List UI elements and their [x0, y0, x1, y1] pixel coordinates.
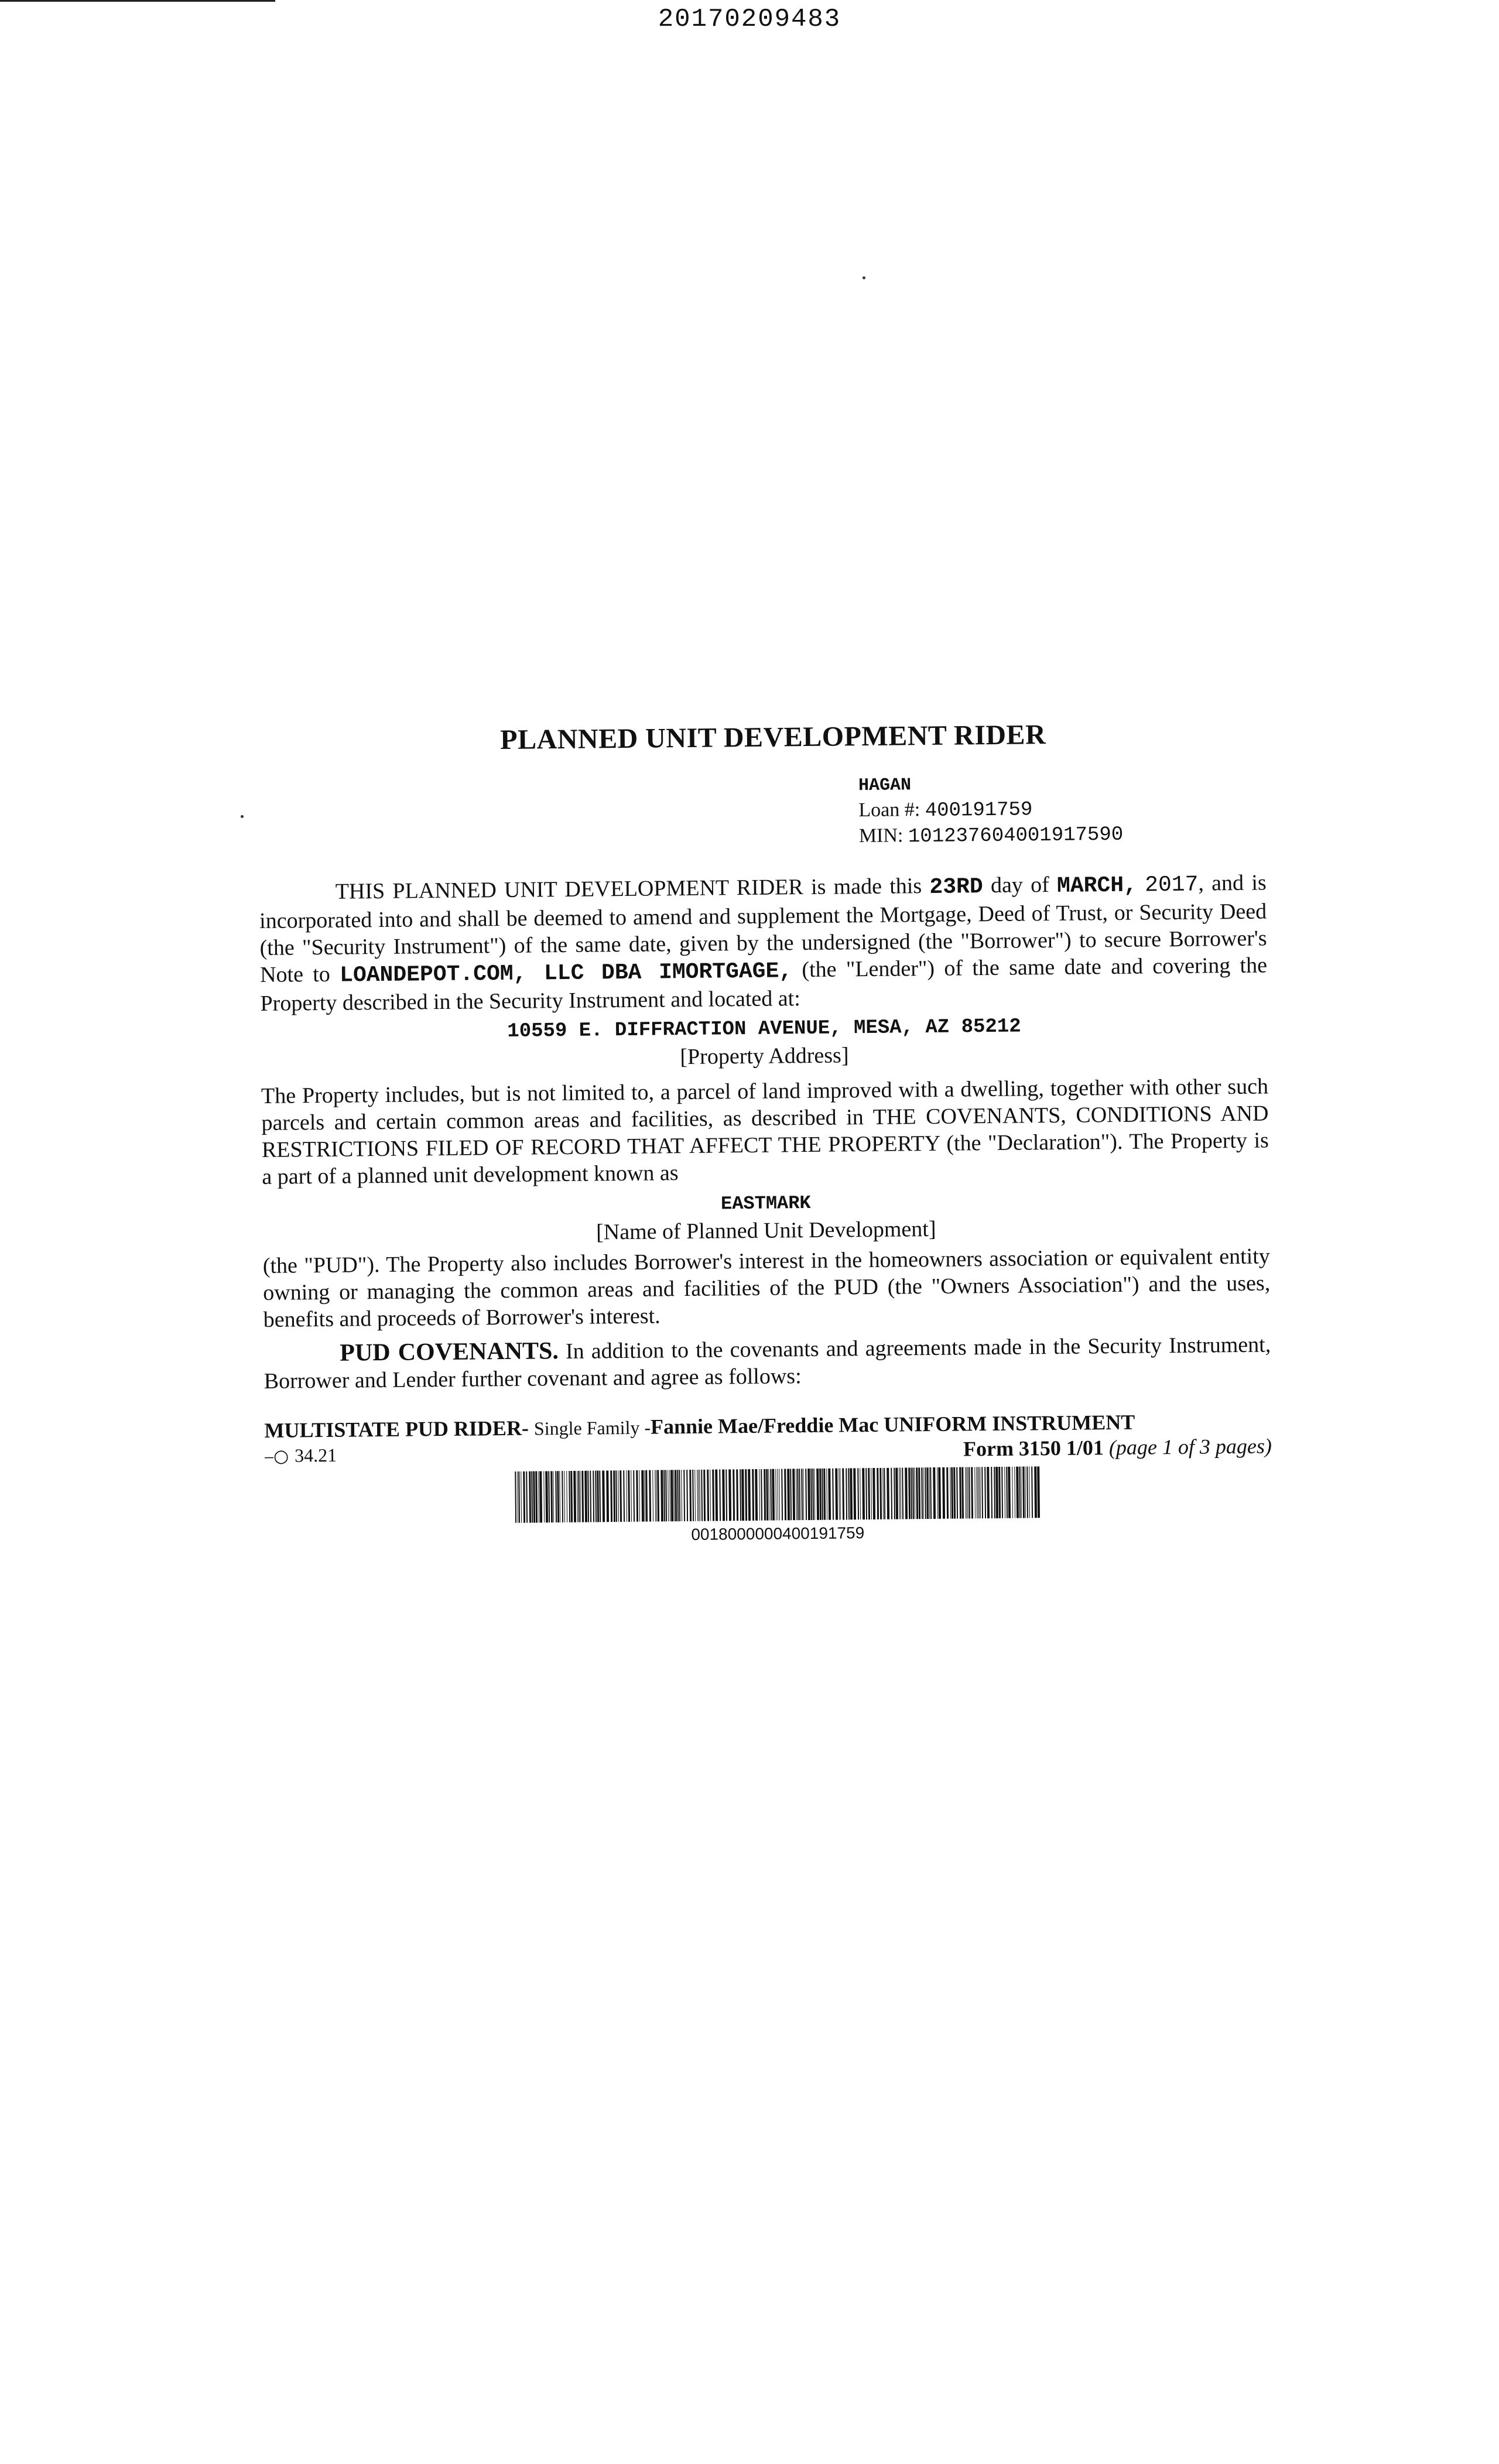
barcode-icon	[514, 1466, 1041, 1523]
covenants-heading: PUD COVENANTS.	[340, 1337, 559, 1367]
borrower-name: HAGAN	[858, 775, 912, 796]
document-number: 20170209483	[658, 5, 841, 34]
lender-name: LOANDEPOT.COM, LLC DBA IMORTGAGE,	[339, 959, 793, 988]
page-info: (page 1 of 3 pages)	[1108, 1434, 1272, 1460]
footer-code	[265, 1443, 337, 1469]
pud-paragraph: (the "PUD"). The Property also includes Borrower's interest in the homeowners association or equivalent entity owning or managing the common areas and facilities of the PUD (the "Owners Association") and the uses, benefits and proceeds of Borrower's interest.	[262, 1244, 1271, 1332]
scan-speck	[863, 276, 865, 279]
loan-number-line	[858, 794, 1265, 824]
loan-number-label: Loan #:	[858, 799, 920, 822]
intro-paragraph	[259, 869, 1268, 1017]
rider-year: 2017	[1144, 872, 1199, 898]
rider-body	[258, 716, 1272, 1551]
footer-instrument: Fannie Mae/Freddie Mac UNIFORM INSTRUMENT	[650, 1410, 1135, 1439]
rider-month: MARCH,	[1056, 872, 1138, 899]
scan-speck	[241, 815, 244, 818]
intro-text-2: day of	[990, 872, 1049, 898]
barcode-block	[514, 1466, 1041, 1549]
property-address: 10559 E. DIFFRACTION AVENUE, MESA, AZ 85212	[507, 1015, 1021, 1043]
loan-identifiers	[858, 769, 1266, 850]
min-number: 101237604001917590	[908, 823, 1124, 848]
property-address-label: [Property Address]	[680, 1043, 849, 1070]
covenants-paragraph	[263, 1330, 1271, 1395]
covenants-text: In addition to the covenants and agreements made in the Security Instrument, Borrower and Lender further covenant and agree as follows:	[263, 1332, 1271, 1394]
min-line	[859, 820, 1266, 850]
barcode-number: 0018000000400191759	[691, 1524, 865, 1544]
intro-text-4: (the "Lender") of the same date and covering the Property described in the Security Instrument and located at:	[260, 953, 1268, 1016]
pud-name-label: [Name of Planned Unit Development]	[596, 1216, 936, 1245]
footer-rider-title: MULTISTATE PUD RIDER-	[264, 1416, 529, 1442]
intro-text-1: THIS PLANNED UNIT DEVELOPMENT RIDER is made this	[335, 874, 922, 904]
intro-text-3: , and is incorporated into and shall be deemed to amend and supplement the Mortgage, Deed of Trust, or Security Deed (the "Security Instrument") of the same date, given by the undersigned (the "Borrower") to secure Borrower's Note to	[259, 870, 1267, 987]
pud-name: EASTMARK	[720, 1192, 811, 1215]
form-logo-icon: ⎯○	[264, 1446, 289, 1467]
form-number: Form 3150 1/01	[963, 1436, 1104, 1461]
loan-number: 400191759	[925, 799, 1033, 823]
footer-code-number: 34.21	[294, 1444, 337, 1466]
page-title: PLANNED UNIT DEVELOPMENT RIDER	[499, 719, 1046, 756]
rider-day: 23RD	[929, 874, 983, 900]
form-info	[963, 1433, 1272, 1461]
min-label: MIN:	[858, 824, 903, 847]
form-footer	[264, 1408, 1272, 1551]
declaration-paragraph: The Property includes, but is not limited to, a parcel of land improved with a dwelling, together with other such parcels and certain common areas and facilities, as described in THE COVENANTS, CONDITIONS AND RESTRICTIONS FILED OF RECORD THAT AFFECT THE PROPERTY (the "Declaration"). The Property is a part of a planned unit development known as	[261, 1074, 1269, 1189]
footer-single-family: Single Family -	[533, 1416, 651, 1439]
top-edge-line	[0, 0, 275, 2]
